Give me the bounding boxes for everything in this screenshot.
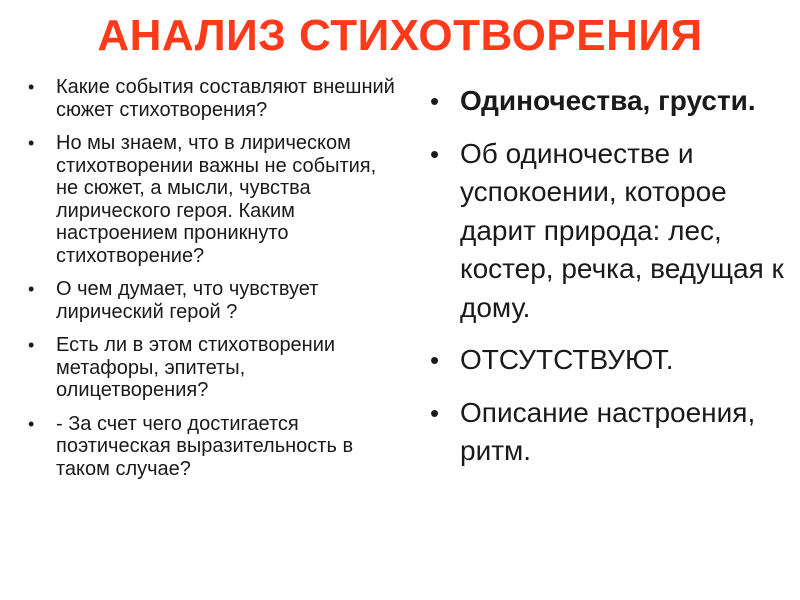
- list-item: [26, 132, 396, 267]
- bullet-icon: •: [430, 86, 440, 116]
- question-text: Но мы знаем, что в лирическом стихотворении важны не события, не сюжет, а мысли, чувства лирического героя. Каким настроением проникнуто стихотворение?: [56, 132, 377, 267]
- bullet-icon: •: [430, 138, 440, 169]
- list-item: [430, 135, 790, 328]
- answer-text: ОТСУТСТВУЮТ.: [460, 344, 674, 375]
- list-item: [430, 82, 790, 121]
- answer-text: Описание настроения, ритм.: [460, 396, 756, 466]
- bullet-icon: •: [28, 133, 35, 153]
- bullet-icon: •: [430, 345, 440, 375]
- answers-list: [430, 82, 790, 485]
- bullet-icon: •: [28, 279, 35, 299]
- question-text: Есть ли в этом стихотворении метафоры, эпитеты, олицетворения?: [56, 334, 336, 401]
- slide-title: АНАЛИЗ СТИХОТВОРЕНИЯ: [97, 11, 703, 60]
- list-item: [430, 394, 790, 471]
- answer-text: Об одиночестве и успокоении, которое дарит природа: лес, костер, речка, ведущая к дому.: [460, 137, 784, 323]
- bullet-icon: •: [28, 413, 35, 434]
- list-item: [26, 76, 396, 121]
- question-text: Какие события составляют внешний сюжет стихотворения?: [56, 76, 395, 121]
- bullet-icon: •: [430, 397, 440, 428]
- list-item: [26, 334, 396, 402]
- bullet-icon: •: [28, 335, 35, 355]
- list-item: [26, 278, 396, 323]
- list-item: [430, 341, 790, 380]
- answer-text: Одиночества, грусти.: [460, 85, 756, 116]
- bullet-icon: •: [28, 77, 35, 97]
- question-text: - За счет чего достигается поэтическая выразительность в таком случае?: [56, 412, 354, 480]
- questions-list: [26, 76, 396, 491]
- question-text: О чем думает, что чувствует лирический герой ?: [56, 278, 319, 323]
- list-item: [26, 413, 396, 481]
